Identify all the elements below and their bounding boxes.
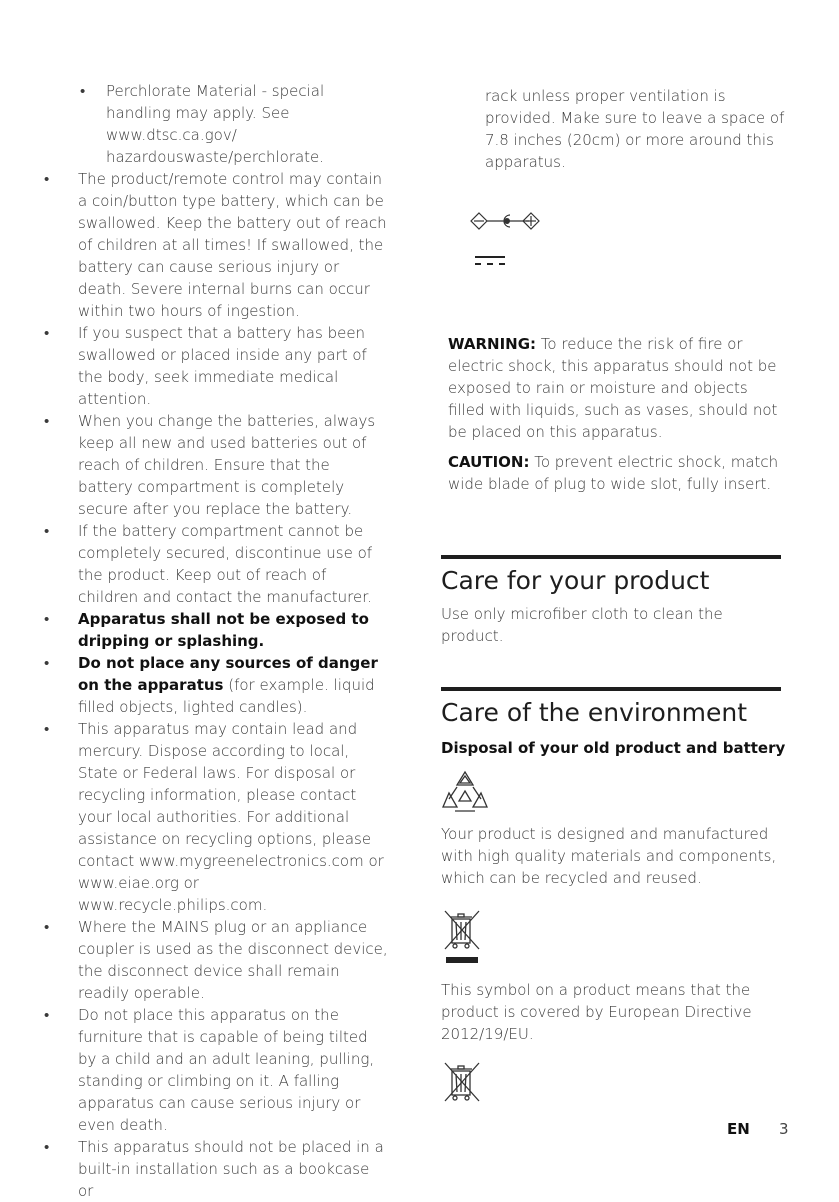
care-product-text: Use only microfiber cloth to clean the product. [441,605,723,645]
caution-paragraph [448,451,786,495]
bullet-bold-text: Do not place any sources of danger on the apparatus [78,654,378,694]
safety-bullet-item [44,916,389,1004]
perchlorate-text: Perchlorate Material - special handling may apply. See www.dtsc.ca.gov/ hazardouswaste/perchlorate. [106,82,325,166]
safety-bullet-item [44,410,389,520]
recycle-text: Your product is designed and manufactured with high quality materials and components, which can be recycled and reused. [441,825,777,887]
safety-bullet-item [44,1136,389,1202]
bullet-marker: • [44,654,50,672]
bullet-text: This apparatus should not be placed in a built-in installation such as a bookcase or [78,1138,384,1200]
caution-label: CAUTION: [448,453,530,471]
warning-text: To reduce the risk of fire or electric shock, this apparatus should not be exposed to rain or moisture and objects filled with liquids, such as vases, should not be placed on this apparatus. [448,335,778,441]
bullet-text: This apparatus may contain lead and mercury. Dispose according to local, State or Federal laws. For disposal or recycling information, please contact your local authorities. For additional assistance on recycling options, please contact www.mygreenelectronics.com or www.eiae.org or www.recycle.philips.com. [78,720,384,914]
bullet-marker: • [44,610,50,628]
bullet-marker: • [44,1138,50,1156]
bullet-marker: • [80,82,86,100]
warning-label: WARNING: [448,335,537,353]
bullet-marker: • [44,918,50,936]
left-column [44,80,389,1202]
bullet-marker: • [44,1006,50,1024]
safety-bullet-item [44,608,389,652]
page-number: 3 [779,1120,789,1138]
bullet-marker: • [44,412,50,430]
recycle-icon [441,769,786,817]
safety-bullet-item [44,1004,389,1136]
safety-bullet-item [44,520,389,608]
bullet-marker: • [44,720,50,738]
care-environment-heading: Care of the environment [441,698,748,727]
weee-text: This symbol on a product means that the product is covered by European Directive 2012/19/EU. [441,981,752,1043]
safety-bullet-item [44,168,389,322]
language-code: EN [727,1120,750,1138]
caution-text: To prevent electric shock, match wide blade of plug to wide slot, fully insert. [448,453,779,493]
perchlorate-item [44,80,389,168]
dc-current-icon [469,253,786,279]
ventilation-continuation: rack unless proper ventilation is provided. Make sure to leave a space of 7.8 inches (20cm) or more around this apparatus. [485,87,785,171]
section-divider [441,555,781,559]
disposal-heading: Disposal of your old product and battery [441,739,786,757]
section-divider [441,687,781,691]
bullet-text: (for example. liquid filled objects, lighted candles). [78,676,375,716]
care-product-heading: Care for your product [441,566,710,595]
bullet-text: When you change the batteries, always keep all new and used batteries out of reach of children. Ensure that the battery compartment is completely secure after you replace the battery. [78,412,376,518]
polarity-icon [469,211,786,237]
bullet-bold-text: Apparatus shall not be exposed to dripping or splashing. [78,610,369,650]
weee-bin-icon [441,907,786,965]
bullet-marker: • [44,170,50,188]
safety-bullet-item [44,322,389,410]
bullet-text: If you suspect that a battery has been swallowed or placed inside any part of the body, seek immediate medical attention. [78,324,367,408]
bullet-text: The product/remote control may contain a coin/button type battery, which can be swallowed. Keep the battery out of reach of children at all times! If swallowed, the battery can cause serious injury or death. Severe internal burns can occur within two hours of ingestion. [78,170,387,320]
right-column [441,85,786,1103]
warning-paragraph [448,333,786,443]
safety-bullet-item [44,718,389,916]
bullet-marker: • [44,522,50,540]
bullet-marker: • [44,324,50,342]
battery-bin-icon [441,1059,786,1103]
safety-bullet-item [44,652,389,718]
bullet-text: If the battery compartment cannot be completely secured, discontinue use of the product. Keep out of reach of children and contact the manufacturer. [78,522,373,606]
bullet-text: Do not place this apparatus on the furniture that is capable of being tilted by a child and an adult leaning, pulling, standing or climbing on it. A falling apparatus can cause serious injury or even death. [78,1006,375,1134]
safety-bullet-list [44,168,389,1202]
bullet-text: Where the MAINS plug or an appliance coupler is used as the disconnect device, the disconnect device shall remain readily operable. [78,918,388,1002]
